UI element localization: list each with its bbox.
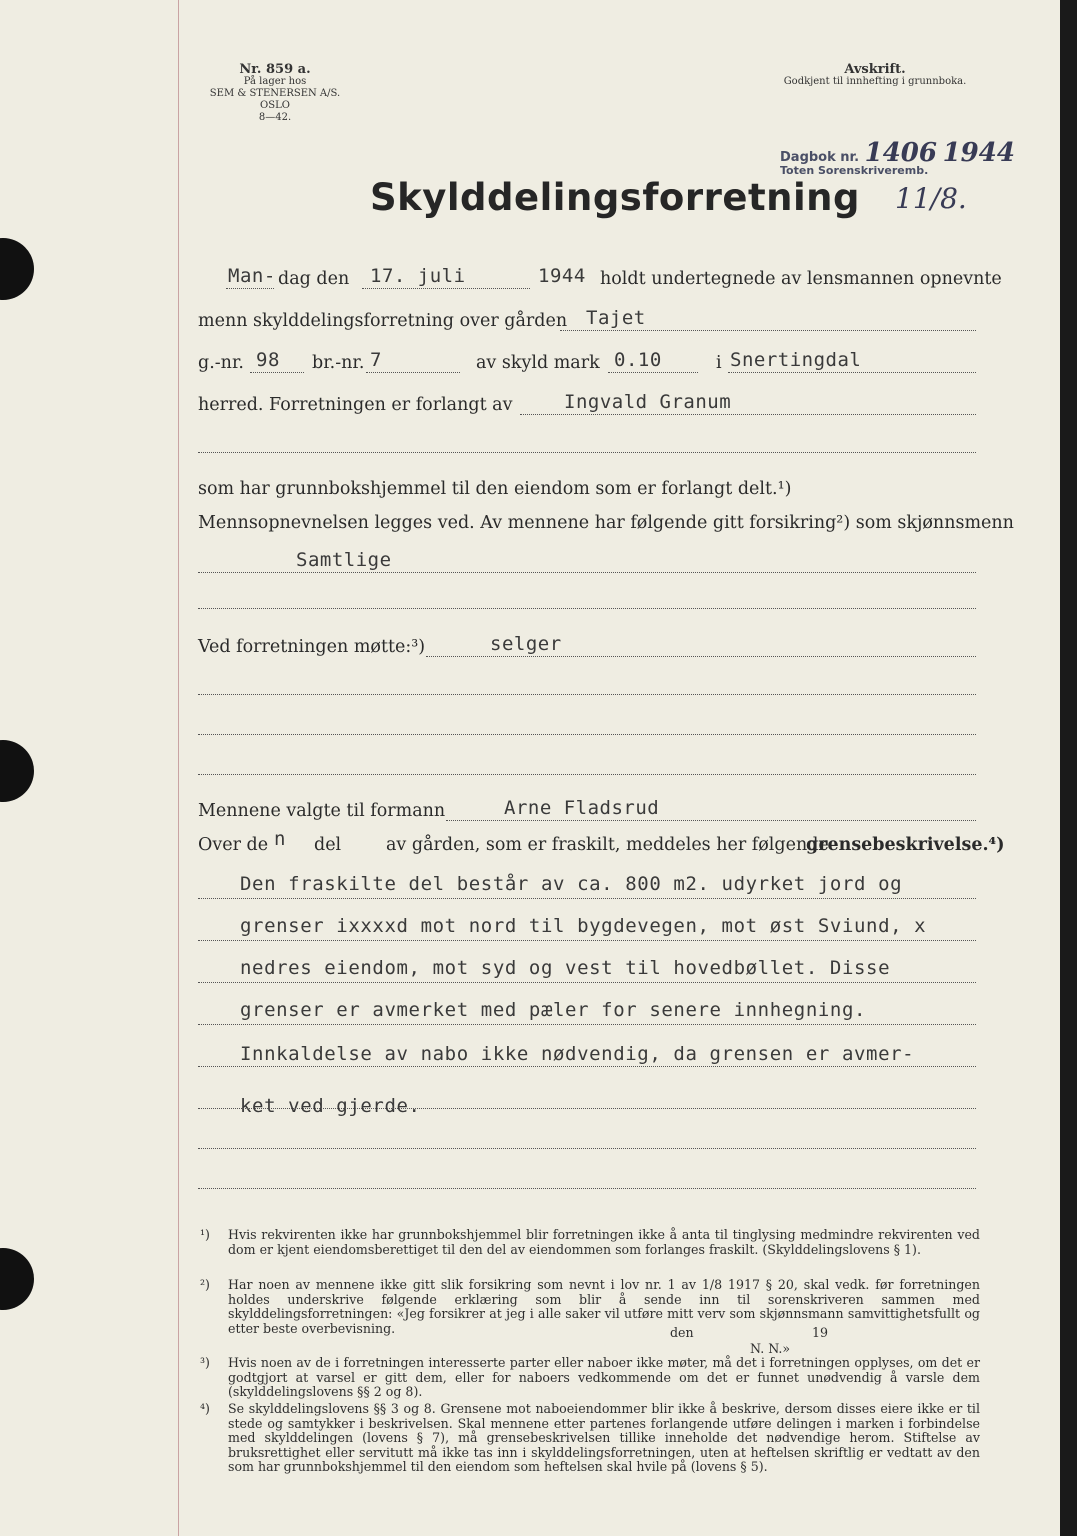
footnote-number: ⁴) xyxy=(200,1401,210,1416)
attended-label: Ved forretningen møtte:³) xyxy=(198,637,426,657)
stamp-label: Dagbok nr. xyxy=(780,150,860,165)
chair-label: Mennene valgte til formann xyxy=(198,801,446,821)
dotted-line xyxy=(198,1188,976,1189)
dotted-line xyxy=(198,1066,976,1067)
chair-value: Arne Fladsrud xyxy=(504,797,660,819)
printer-line-4: 8—42. xyxy=(258,112,292,123)
dotted-line xyxy=(198,1148,976,1149)
border-intro: av gården, som er fraskilt, meddeles her følgende xyxy=(386,835,829,855)
farm-label: menn skylddelingsforretning over gården xyxy=(198,311,568,331)
dotted-line xyxy=(362,288,530,289)
over-label: Over de xyxy=(198,835,269,855)
journal-stamp xyxy=(780,138,1015,177)
copy-approval xyxy=(760,64,990,88)
dotted-line xyxy=(198,694,976,695)
footnote-number: ¹) xyxy=(200,1227,210,1242)
dotted-line xyxy=(198,940,976,941)
footnote-number: ³) xyxy=(200,1355,210,1370)
dotted-line xyxy=(198,1024,976,1025)
border-bold: grensebeskrivelse.⁴) xyxy=(806,835,1005,855)
copy-title: Avskrift. xyxy=(844,62,906,77)
sworn-value: Samtlige xyxy=(296,549,392,571)
description-line: grenser er avmerket med pæler for senere innhegning. xyxy=(240,999,867,1021)
dotted-line xyxy=(198,982,976,983)
day-label: dag den xyxy=(278,269,350,289)
punch-hole-middle xyxy=(0,740,34,802)
dotted-line xyxy=(198,734,976,735)
herred-label: herred. Forretningen er forlangt av xyxy=(198,395,513,415)
skyld-value: 0.10 xyxy=(614,349,662,371)
intro-rest: holdt undertegnede av lensmannen opnevnte xyxy=(600,269,1002,289)
attended-value: selger xyxy=(490,633,562,655)
del-label: del xyxy=(314,835,342,855)
footnote-3 xyxy=(200,1356,980,1400)
weekday-prefix: Man- xyxy=(228,265,276,287)
dotted-line xyxy=(198,608,976,609)
description-line: ket ved gjerde. xyxy=(240,1095,421,1117)
dotted-line xyxy=(198,898,976,899)
footnote-2-nn: N. N.» xyxy=(750,1341,791,1356)
year-value: 1944 xyxy=(538,265,586,287)
requester-value: Ingvald Granum xyxy=(564,391,732,413)
description-line: nedres eiendom, mot syd og vest til hovedbøllet. Disse xyxy=(240,957,891,979)
journal-year: 1944 xyxy=(942,138,1015,168)
date-value: 17. juli xyxy=(370,265,466,287)
municipality-value: Snertingdal xyxy=(730,349,862,371)
farm-value: Tajet xyxy=(586,307,646,329)
footnote-text: Hvis noen av de i forretningen interesserte parter eller naboer ikke møter, må det i forretningen opplyses, om det er godtgjort at varsel er gitt dem, eller for naboers vedkommende om det er funnet unødvendig å varsle dem (skylddelingslovens §§ 2 og 8). xyxy=(228,1355,980,1400)
margin-rule xyxy=(178,0,179,1536)
dotted-line xyxy=(446,820,976,821)
footnote-2-den: den xyxy=(670,1325,694,1340)
punch-hole-top xyxy=(0,238,34,300)
dotted-line xyxy=(198,452,976,453)
form-printer-info xyxy=(200,64,350,124)
footnote-text: Har noen av mennene ikke gitt slik forsikring som nevnt i lov nr. 1 av 1/8 1917 § 20, skal vedk. før forretningen holdes underskrive følgende erklæring som blir å sende inn til sorenskriveren sammen med skylddelingsforretningen: «Jeg forsikrer at jeg i alle saker vil utføre mitt verv som skjønnsmann samvittighetsfullt og etter beste overbevisning. xyxy=(228,1277,980,1336)
gnr-label: g.-nr. xyxy=(198,353,244,373)
footnote-4 xyxy=(200,1402,980,1475)
description-line: Innkaldelse av nabo ikke nødvendig, da grensen er avmer- xyxy=(240,1043,915,1065)
description-line: Den fraskilte del består av ca. 800 m2. udyrket jord og xyxy=(240,873,903,895)
journal-number: 1406 xyxy=(864,138,937,168)
handwritten-date: 11/8. xyxy=(895,182,967,215)
footnote-number: ²) xyxy=(200,1277,210,1292)
dotted-line xyxy=(198,774,976,775)
footnote-2 xyxy=(200,1278,980,1336)
gnr-value: 98 xyxy=(256,349,280,371)
dotted-line xyxy=(226,288,274,289)
description-line: grenser ixxxxd mot nord til bygdevegen, mot øst Sviund, x xyxy=(240,915,927,937)
dotted-line xyxy=(426,656,976,657)
dotted-line xyxy=(366,372,460,373)
footnote-1 xyxy=(200,1228,980,1257)
hjemmel-text: som har grunnbokshjemmel til den eiendom som er forlangt delt.¹) xyxy=(198,479,792,499)
punch-hole-bottom xyxy=(0,1248,34,1310)
bnr-value: 7 xyxy=(370,349,382,371)
stamp-office: Toten Sorenskriveremb. xyxy=(780,164,929,177)
printer-line-2: På lager hos xyxy=(243,76,307,87)
skyld-label: av skyld mark xyxy=(476,353,600,373)
bnr-label: br.-nr. xyxy=(312,353,365,373)
i-label: i xyxy=(716,353,722,373)
form-number: Nr. 859 a. xyxy=(239,62,311,77)
copy-subtitle: Godkjent til innhefting i grunnboka. xyxy=(783,76,967,87)
dotted-line xyxy=(198,1108,976,1109)
over-suffix: n xyxy=(274,828,286,850)
dotted-line xyxy=(250,372,304,373)
dotted-line xyxy=(728,372,976,373)
menn-text: Mennsopnevnelsen legges ved. Av mennene har følgende gitt forsikring²) som skjønnsmenn xyxy=(198,513,1014,533)
dotted-line xyxy=(560,330,976,331)
footnote-text: Hvis rekvirenten ikke har grunnbokshjemmel blir forretningen ikke å anta til tinglysing medmindre rekvirenten ved dom er kjent eiendomsberettiget til den del av eiendommen som forlanges fraskilt. (Skylddelingslovens § 1). xyxy=(228,1227,980,1257)
footnote-2-year: 19 xyxy=(812,1325,829,1340)
footnote-text: Se skylddelingslovens §§ 3 og 8. Grensene mot naboeiendommer blir ikke å beskrive, dersom disses eiere ikke er til stede og samtykker i beskrivelsen. Skal mennene etter partenes forlangende utføre delingen i marken i forbindelse med skylddelingen (lovens § 7), må grensebeskrivelsen tillike inneholde det nødvendige herom. Stiftelse av bruksrettighet eller servitutt må ikke tas inn i skylddelingsforretningen, uten at heftelsen skriftlig er vedtatt av den som har grunnbokshjemmel til den eiendom som heftelsen skal hvile på (lovens § 5). xyxy=(228,1401,980,1475)
dotted-line xyxy=(608,372,698,373)
dotted-line xyxy=(198,572,976,573)
dotted-line xyxy=(520,414,976,415)
printer-line-3: SEM & STENERSEN A/S. OSLO xyxy=(209,88,341,111)
document-title: Skylddelingsforretning xyxy=(370,176,860,219)
